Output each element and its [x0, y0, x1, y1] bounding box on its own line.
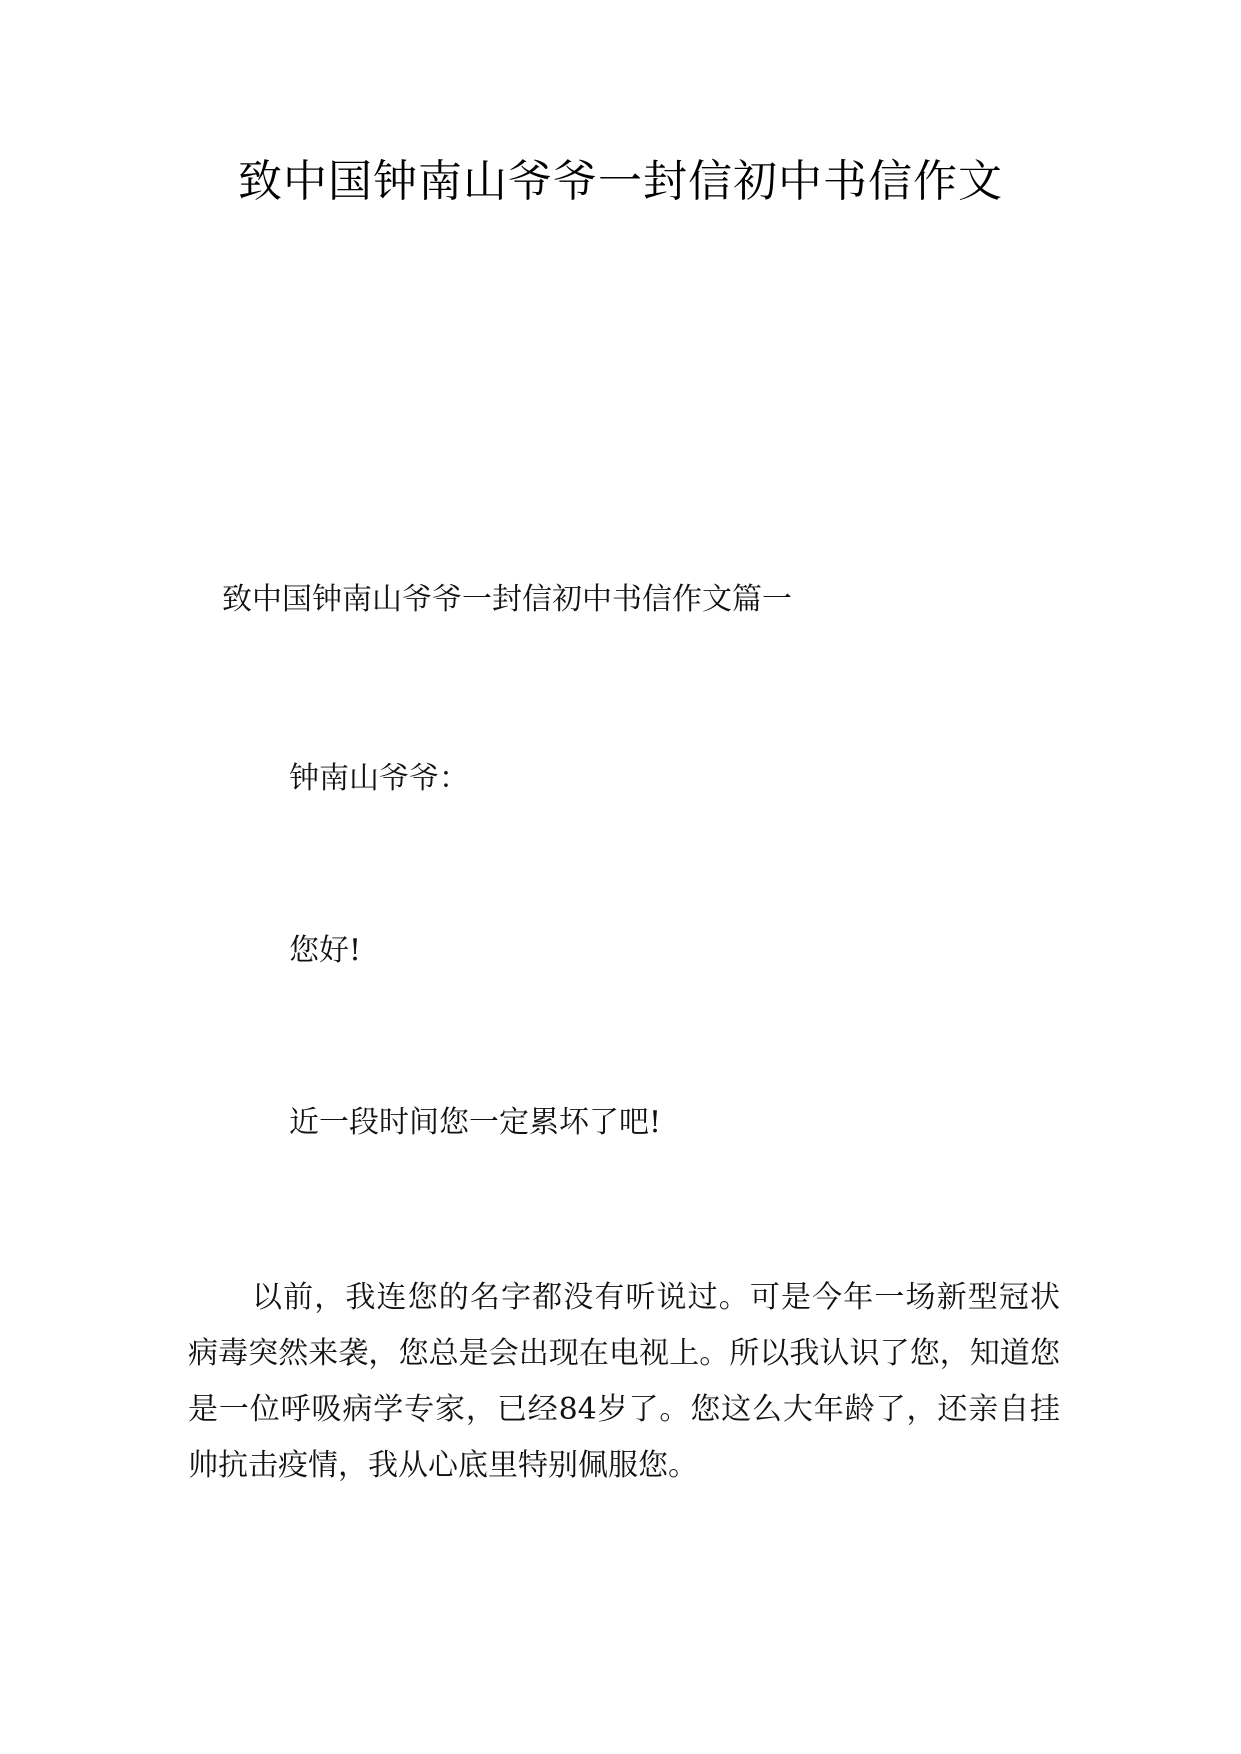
- letter-greeting: 您好!: [289, 933, 362, 968]
- section-heading: 致中国钟南山爷爷一封信初中书信作文篇一: [222, 582, 792, 617]
- letter-opening-sentence: 近一段时间您一定累坏了吧!: [289, 1105, 662, 1140]
- letter-salutation: 钟南山爷爷：: [289, 761, 469, 796]
- document-title: 致中国钟南山爷爷一封信初中书信作文: [238, 156, 1003, 207]
- letter-body-paragraph: 以前，我连您的名字都没有听说过。可是今年一场新型冠状病毒突然来袭，您总是会出现在电视上。所以我认识了您，知道您是一位呼吸病学专家，已经84岁了。您这么大年龄了，还亲自挂帅抗击疫情，我从心底里特别佩服您。: [188, 1280, 1060, 1483]
